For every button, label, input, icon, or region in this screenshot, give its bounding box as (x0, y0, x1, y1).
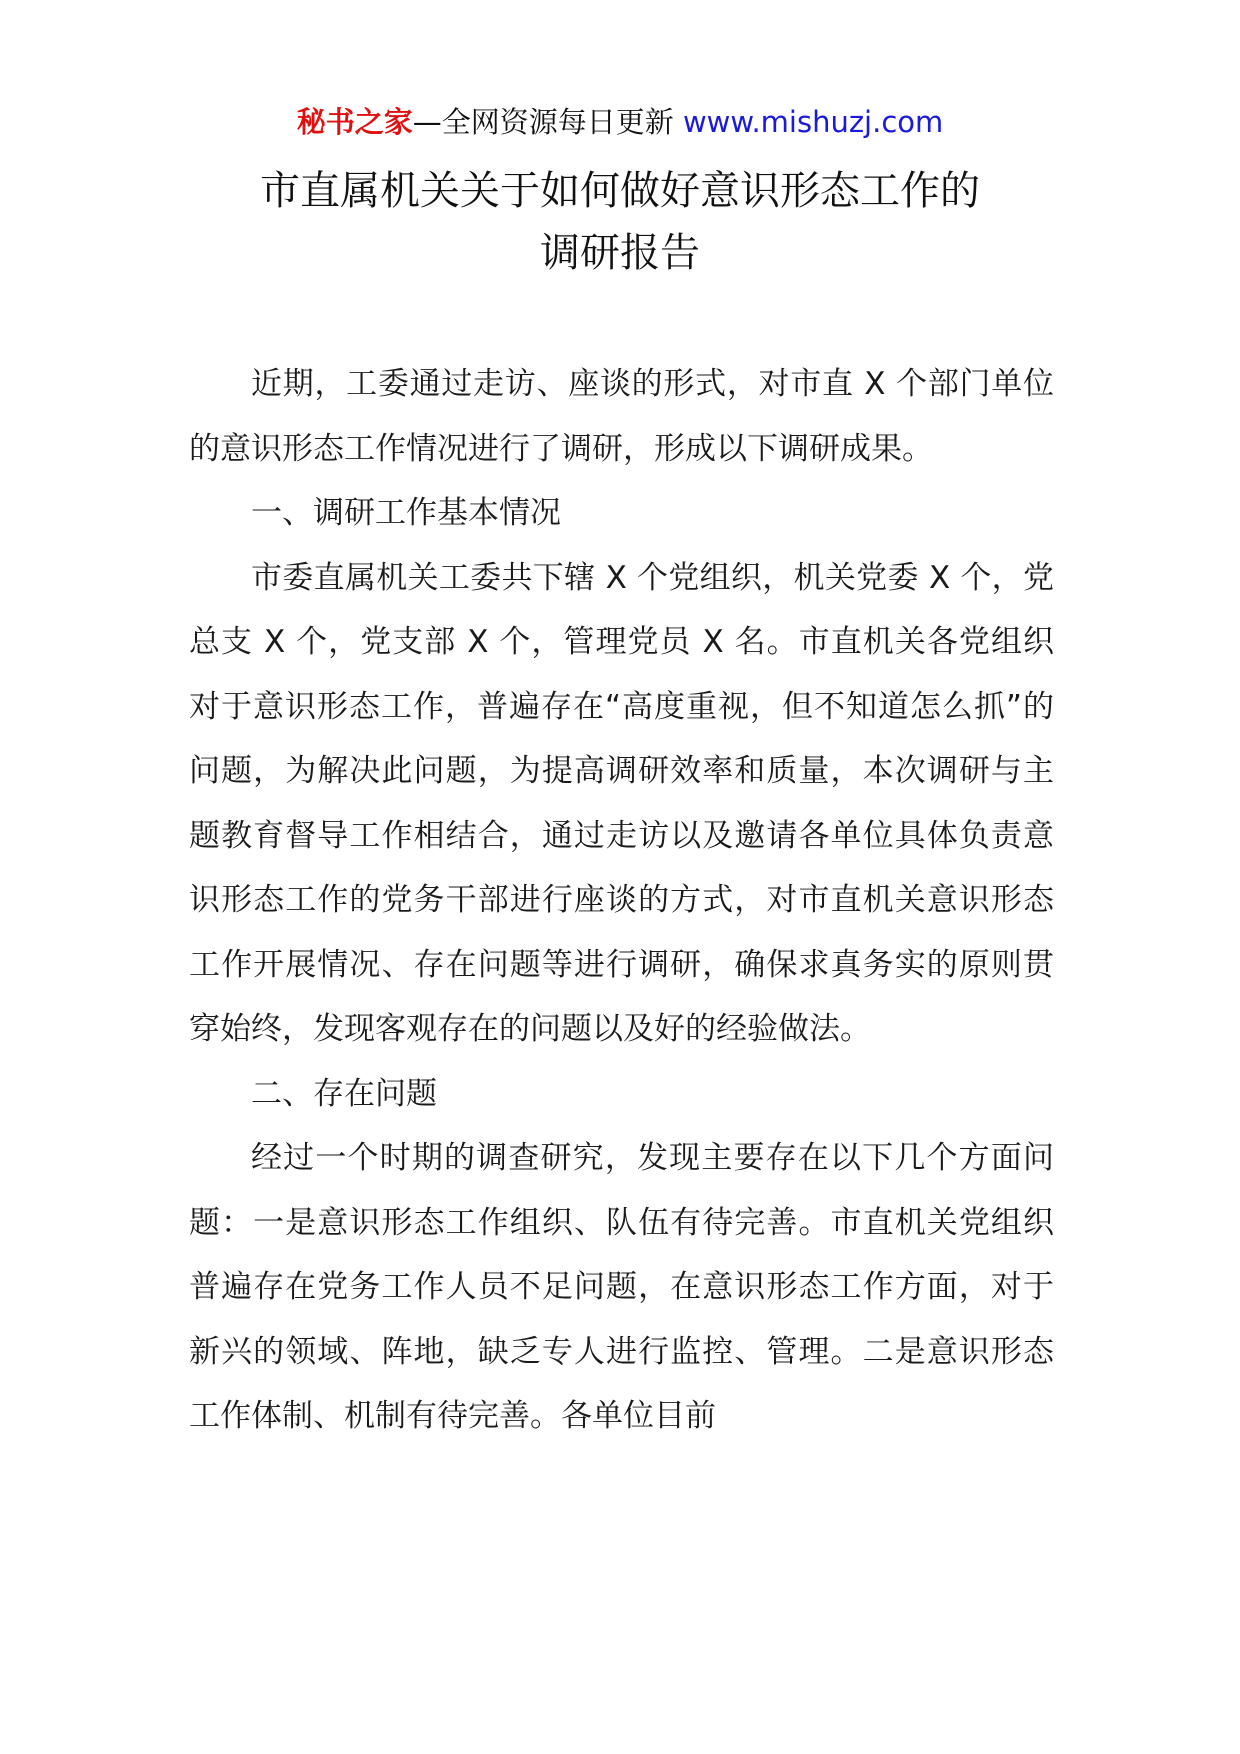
section-1-heading: 一、调研工作基本情况 (251, 495, 561, 531)
document-title-line-1: 市直属机关关于如何做好意识形态工作的 (260, 168, 980, 214)
section-2-paragraph: 经过一个时期的调查研究，发现主要存在以下几个方面问题：一是意识形态工作组织、队伍有待完善。市直机关党组织普遍存在党务工作人员不足问题，在意识形态工作方面，对于新兴的领域、阵地，缺乏专人进行监控、管理。二是意识形态工作体制、机制有待完善。各单位目前 (189, 1140, 1054, 1434)
document-title (0, 160, 1240, 284)
site-url-link[interactable]: www.mishuzj.com (682, 105, 944, 139)
document-title-line-2: 调研报告 (540, 230, 700, 276)
section-2-heading: 二、存在问题 (251, 1075, 437, 1112)
document-body (189, 352, 1054, 1449)
intro-paragraph: 近期，工委通过走访、座谈的形式，对市直 X 个部门单位的意识形态工作情况进行了调研，形成以下调研成果。 (189, 366, 1054, 467)
section-1-paragraph: 市委直属机关工委共下辖 X 个党组织，机关党委 X 个，党总支 X 个，党支部 X 个，管理党员 X 名。市直机关各党组织对于意识形态工作，普遍存在“高度重视，但不知道怎么抓”的问题，为解决此问题，为提高调研效率和质量，本次调研与主题教育督导工作相结合，通过走访以及邀请各单位具体负责意识形态工作的党务干部进行座谈的方式，对市直机关意识形态工作开展情况、存在问题等进行调研，确保求真务实的原则贯穿始终，发现客观存在的问题以及好的经验做法。 (189, 559, 1054, 1047)
site-banner (0, 102, 1240, 142)
site-tagline: —全网资源每日更新 (412, 105, 674, 139)
site-brand-name: 秘书之家 (296, 105, 413, 139)
